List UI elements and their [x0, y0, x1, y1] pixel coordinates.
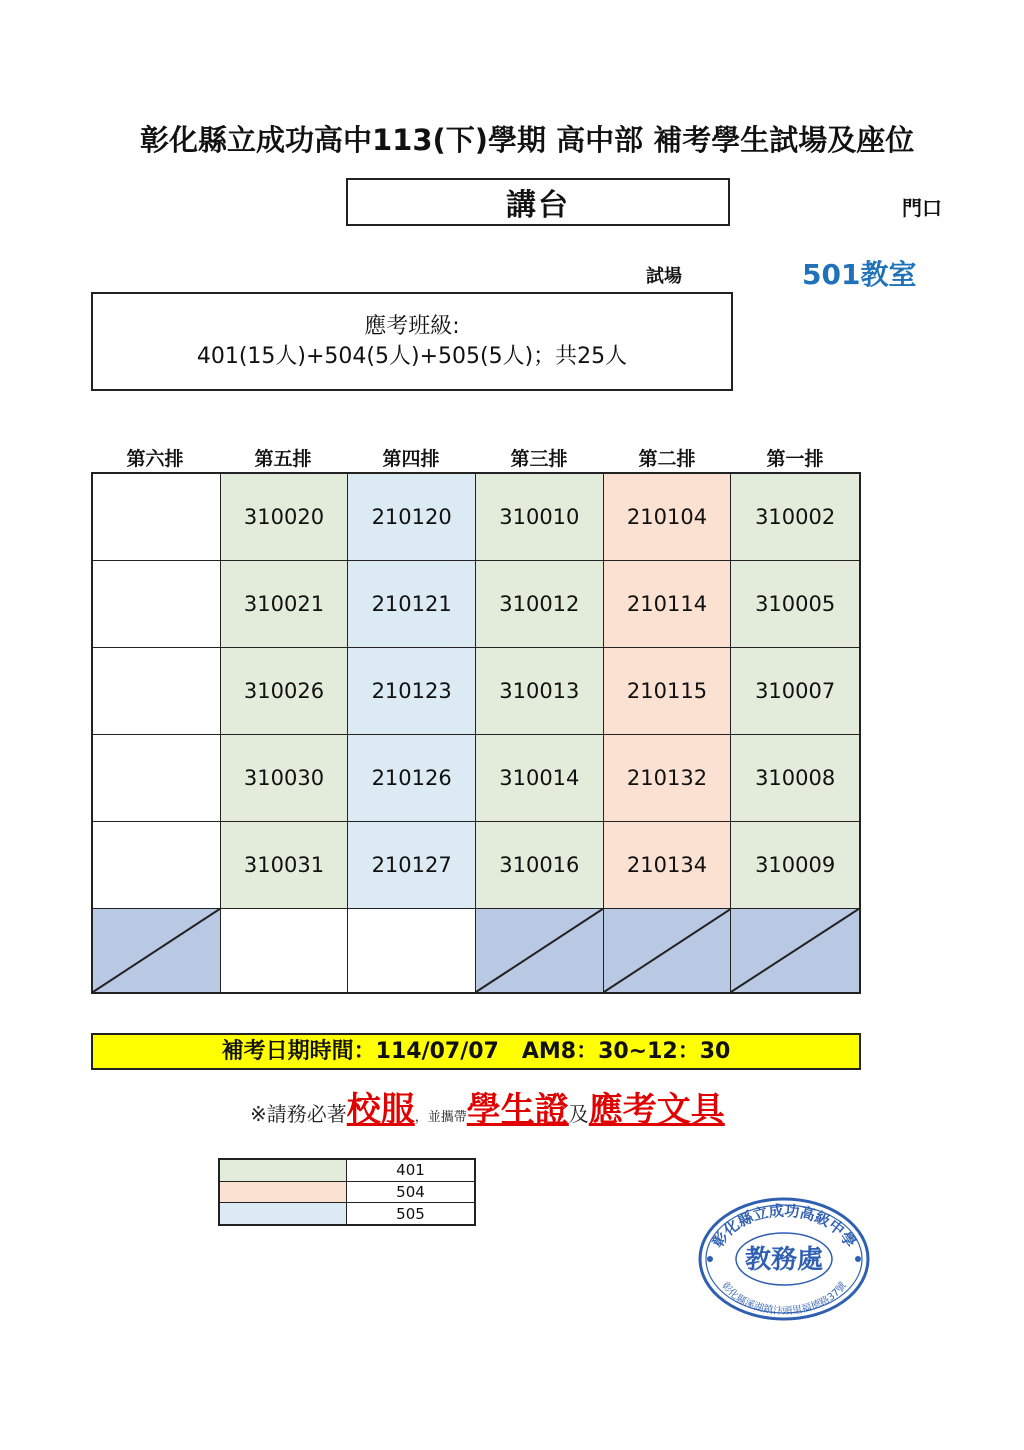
notice-prefix: ※請務必著 [250, 1102, 347, 1126]
seat-cell: 310012 [476, 561, 604, 648]
svg-text:教務處: 教務處 [744, 1245, 824, 1275]
seat-cell-empty [93, 822, 221, 909]
seat-cell: 210134 [604, 822, 732, 909]
row-header-2: 第二排 [638, 448, 696, 470]
door-label: 門口 [902, 196, 942, 220]
seat-cell-empty [348, 909, 476, 992]
legend-swatch [219, 1159, 347, 1181]
seat-cell: 210115 [604, 648, 732, 735]
seat-cell: 310005 [731, 561, 859, 648]
seat-cell: 210121 [348, 561, 476, 648]
podium-box: 講台 [346, 178, 730, 226]
seat-cell: 210126 [348, 735, 476, 822]
svg-text:彰化縣溪湖鎮汴頭里福德路37號: 彰化縣溪湖鎮汴頭里福德路37號 [719, 1280, 849, 1318]
seat-cell: 210127 [348, 822, 476, 909]
seat-cell: 310030 [221, 735, 349, 822]
legend-row [219, 1181, 475, 1203]
seat-cell: 210132 [604, 735, 732, 822]
diagonal-slash-icon [93, 909, 220, 992]
legend-class: 505 [347, 1203, 476, 1225]
color-legend [218, 1158, 476, 1226]
row-header-5: 第五排 [254, 448, 312, 470]
legend-row [219, 1159, 475, 1181]
seat-cell: 310010 [476, 474, 604, 561]
legend-swatch [219, 1203, 347, 1225]
seat-cell-blocked [604, 909, 732, 992]
page-title: 彰化縣立成功高中113(下)學期 高中部 補考學生試場及座位 [140, 123, 915, 157]
seat-cell-blocked [93, 909, 221, 992]
row-header-3: 第三排 [510, 448, 568, 470]
seat-cell: 310014 [476, 735, 604, 822]
legend-swatch [219, 1181, 347, 1203]
official-stamp-icon [696, 1196, 872, 1322]
notice-and: 及 [568, 1102, 589, 1126]
seat-cell-empty [221, 909, 349, 992]
seat-cell: 310026 [221, 648, 349, 735]
classes-box [91, 292, 733, 391]
notice-mid: ，並攜帶 [414, 1110, 467, 1125]
classes-detail: 401(15人)+504(5人)+505(5人)；共25人 [196, 344, 628, 369]
row-header-1: 第一排 [766, 448, 824, 470]
legend-class: 504 [347, 1181, 476, 1203]
seat-cell-empty [93, 735, 221, 822]
notice-text [250, 1082, 870, 1131]
seat-cell: 310009 [731, 822, 859, 909]
seat-cell: 310002 [731, 474, 859, 561]
seat-cell-empty [93, 648, 221, 735]
seat-cell: 310031 [221, 822, 349, 909]
exam-room-name: 501教室 [802, 258, 917, 291]
row-header-4: 第四排 [382, 448, 440, 470]
exam-room-label: 試場 [646, 266, 682, 287]
legend-class: 401 [347, 1159, 476, 1181]
seat-cell-empty [93, 474, 221, 561]
seat-cell: 310016 [476, 822, 604, 909]
seating-grid [91, 472, 861, 994]
seat-cell: 310020 [221, 474, 349, 561]
seat-cell: 310021 [221, 561, 349, 648]
seat-cell: 310008 [731, 735, 859, 822]
seat-cell: 210123 [348, 648, 476, 735]
notice-student-id: 學生證 [466, 1090, 569, 1130]
seat-cell: 210120 [348, 474, 476, 561]
seat-cell-blocked [731, 909, 859, 992]
diagonal-slash-icon [476, 909, 603, 992]
seat-cell: 310007 [731, 648, 859, 735]
diagonal-slash-icon [604, 909, 731, 992]
legend-row [219, 1203, 475, 1225]
seat-cell: 210104 [604, 474, 732, 561]
exam-datetime: 補考日期時間：114/07/07 AM8：30~12：30 [91, 1033, 861, 1070]
svg-text:彰化縣立成功高級中學: 彰化縣立成功高級中學 [708, 1201, 860, 1251]
seat-cell-empty [93, 561, 221, 648]
seat-cell: 210114 [604, 561, 732, 648]
seat-cell-blocked [476, 909, 604, 992]
row-header-6: 第六排 [126, 448, 184, 470]
seat-cell: 310013 [476, 648, 604, 735]
notice-uniform: 校服 [346, 1090, 415, 1130]
diagonal-slash-icon [731, 909, 859, 992]
notice-stationery: 應考文具 [588, 1090, 725, 1130]
classes-label: 應考班級: [364, 314, 460, 339]
